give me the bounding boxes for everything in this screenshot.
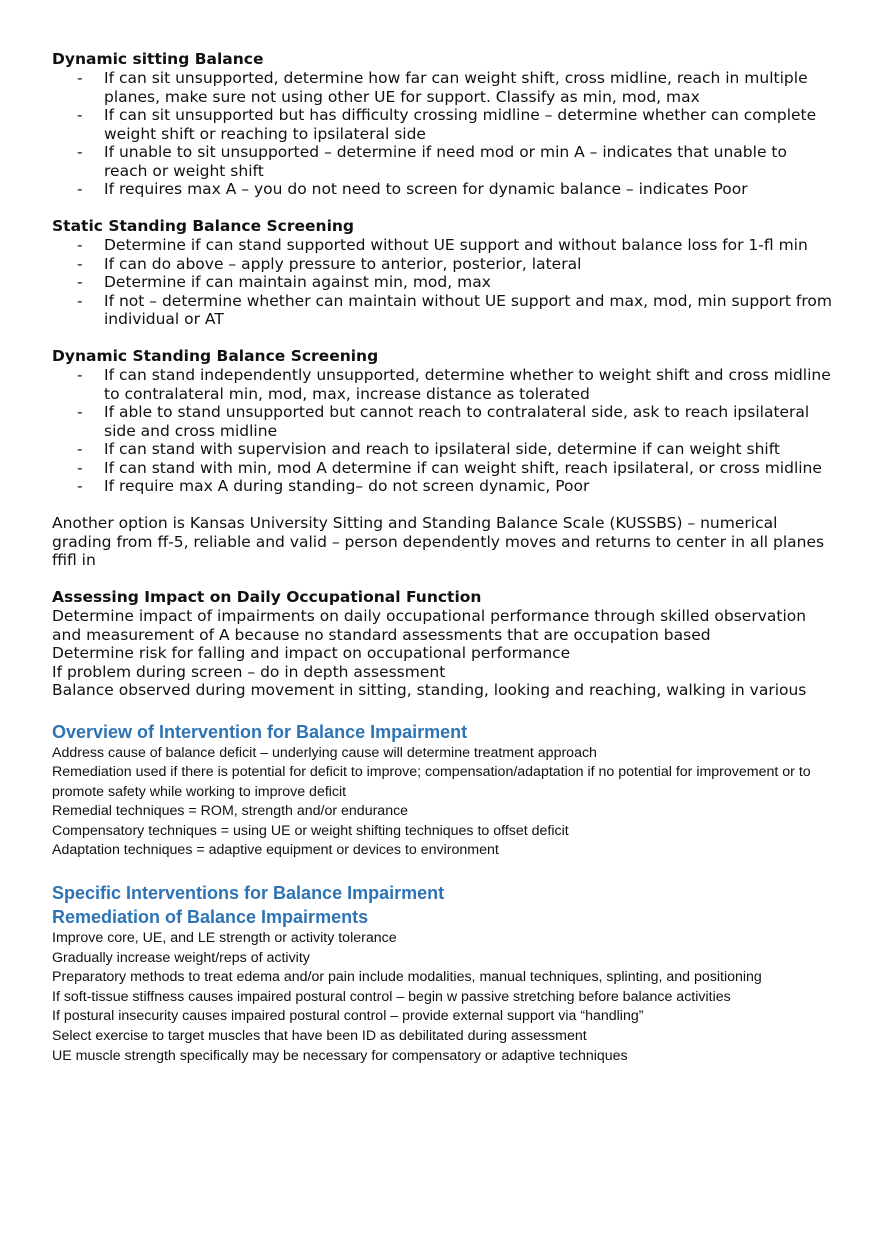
overview-line: Compensatory techniques = using UE or weight shifting techniques to offset deficit xyxy=(52,822,569,839)
list-item: - If unable to sit unsupported – determine if need mod or min A – indicates that unable to reach or weight shift xyxy=(52,143,832,180)
overview-line: Adaptation techniques = adaptive equipment or devices to environment xyxy=(52,842,499,859)
overview-line: Remedial techniques = ROM, strength and/or endurance xyxy=(52,803,409,820)
list-item: - If can stand independently unsupported, determine whether to weight shift and cross midline to contralateral min, mod, max, increase distance as tolerated xyxy=(52,366,832,403)
list-item: - If can do above – apply pressure to anterior, posterior, lateral xyxy=(52,255,832,274)
kussbs-paragraph: Another option is Kansas University Sitting and Standing Balance Scale (KUSSBS) – numerical grading from ff-5, reliable and valid – person dependently moves and returns to center in all planes ffifl in xyxy=(52,514,825,569)
static-standing-list xyxy=(52,236,832,329)
list-item: - If can stand with min, mod A determine if can weight shift, reach ipsilateral, or cross midline xyxy=(52,459,832,478)
remediation-line: Improve core, UE, and LE strength or activity tolerance xyxy=(52,930,397,947)
list-item: - If requires max A – you do not need to screen for dynamic balance – indicates Poor xyxy=(52,180,832,199)
remediation-line: Preparatory methods to treat edema and/or pain include modalities, manual techniques, splinting, and positioning xyxy=(52,969,762,986)
remediation-line: If soft-tissue stiffness causes impaired postural control – begin w passive stretching before balance activities xyxy=(52,988,731,1005)
list-item: - If not – determine whether can maintain without UE support and max, mod, min support from individual or AT xyxy=(52,292,832,329)
list-item: - If able to stand unsupported but cannot reach to contralateral side, ask to reach ipsilateral side and cross midline xyxy=(52,403,832,440)
assessing-impact-line: Determine risk for falling and impact on occupational performance xyxy=(52,644,571,662)
overview-line: Address cause of balance deficit – underlying cause will determine treatment approach xyxy=(52,744,597,761)
static-standing-heading: Static Standing Balance Screening xyxy=(52,217,355,235)
specific-interventions-heading: Specific Interventions for Balance Impairment xyxy=(52,883,445,904)
list-item: - Determine if can maintain against min, mod, max xyxy=(52,273,832,292)
assessing-impact-line: Determine impact of impairments on daily occupational performance through skilled observation and measurement of A because no standard assessments that are occupation based xyxy=(52,607,807,644)
overview-heading: Overview of Intervention for Balance Impairment xyxy=(52,721,468,742)
assessing-impact-line: Balance observed during movement in sitting, standing, looking and reaching, walking in various xyxy=(52,681,807,699)
dynamic-standing-list xyxy=(52,366,832,496)
remediation-line: If postural insecurity causes impaired postural control – provide external support via “handling” xyxy=(52,1008,644,1025)
remediation-line: Select exercise to target muscles that have been ID as debilitated during assessment xyxy=(52,1028,587,1045)
dynamic-standing-heading: Dynamic Standing Balance Screening xyxy=(52,347,379,365)
list-item: - If can sit unsupported but has difficulty crossing midline – determine whether can complete weight shift or reaching to ipsilateral side xyxy=(52,106,832,143)
dynamic-sitting-heading: Dynamic sitting Balance xyxy=(52,50,264,68)
assessing-impact-heading: Assessing Impact on Daily Occupational Function xyxy=(52,588,482,606)
list-item: - If can stand with supervision and reach to ipsilateral side, determine if can weight shift xyxy=(52,440,832,459)
document-page xyxy=(52,50,832,1066)
list-item: - If require max A during standing– do not screen dynamic, Poor xyxy=(52,477,832,496)
remediation-line: Gradually increase weight/reps of activity xyxy=(52,949,310,966)
assessing-impact-line: If problem during screen – do in depth assessment xyxy=(52,662,446,681)
overview-line: Remediation used if there is potential for deficit to improve; compensation/adaptation if no potential for improvement or to promote safety while working to improve deficit xyxy=(52,764,811,800)
list-item: - If can sit unsupported, determine how far can weight shift, cross midline, reach in multiple planes, make sure not using other UE for support. Classify as min, mod, max xyxy=(52,69,832,106)
remediation-subheading: Remediation of Balance Impairments xyxy=(52,907,369,928)
dynamic-sitting-list xyxy=(52,69,832,199)
remediation-line: UE muscle strength specifically may be necessary for compensatory or adaptive techniques xyxy=(52,1047,628,1064)
list-item: - Determine if can stand supported without UE support and without balance loss for 1-fl min xyxy=(52,236,832,255)
